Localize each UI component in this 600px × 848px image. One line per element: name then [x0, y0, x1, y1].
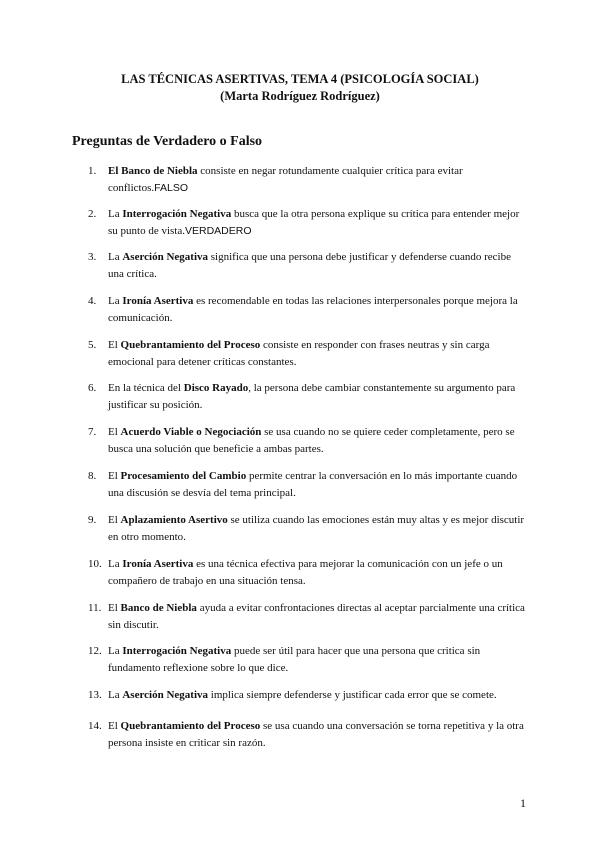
question-text-lead: La — [108, 208, 123, 220]
question-text-lead: La — [108, 558, 123, 570]
question-text-rest: , la persona debe cambiar constantemente su argumento para justificar su posición. — [108, 382, 516, 411]
question-number: 3. — [88, 251, 97, 263]
document-author: (Marta Rodríguez Rodríguez) — [220, 89, 380, 103]
question-text — [108, 249, 528, 283]
question-text — [108, 468, 528, 502]
question-text — [108, 424, 528, 458]
question-text — [108, 556, 528, 590]
answer-label: FALSO — [154, 182, 188, 194]
question-text-lead: El — [108, 720, 121, 732]
question-number: 14. — [88, 720, 102, 732]
question-text-lead: El — [108, 602, 121, 614]
technique-term: Aplazamiento Asertivo — [120, 514, 228, 526]
question-text-rest: consiste en negar rotundamente cualquier crítica para evitar conflictos. — [108, 165, 463, 194]
question-text-lead: El — [108, 470, 121, 482]
question-text-rest: ayuda a evitar confrontaciones directas al aceptar parcialmente una crítica sin discutir. — [108, 602, 525, 631]
question-number: 13. — [88, 689, 102, 701]
question-text — [108, 643, 528, 677]
technique-term: Quebrantamiento del Proceso — [120, 720, 261, 732]
question-text-rest: es recomendable en todas las relaciones interpersonales porque mejora la comunicación. — [108, 295, 518, 324]
technique-term: Procesamiento del Cambio — [120, 470, 247, 482]
technique-term: Banco de Niebla — [120, 602, 197, 614]
question-text-lead: El — [108, 514, 121, 526]
question-number: 5. — [88, 339, 97, 351]
question-text-rest: es una técnica efectiva para mejorar la comunicación con un jefe o un compañero de trabajo en una situación tensa. — [108, 558, 503, 587]
technique-term: Aserción Negativa — [122, 689, 209, 701]
question-text — [108, 600, 528, 634]
question-text — [108, 687, 528, 704]
question-number: 1. — [88, 165, 97, 177]
technique-term: Quebrantamiento del Proceso — [120, 339, 261, 351]
question-text-rest: permite centrar la conversación en lo más importante cuando una discusión se desvía del tema principal. — [108, 470, 518, 499]
question-number: 12. — [88, 645, 102, 657]
question-number: 6. — [88, 382, 97, 394]
technique-term: Disco Rayado — [183, 382, 249, 394]
question-number: 11. — [88, 602, 102, 614]
question-text-lead: En la técnica del — [108, 382, 184, 394]
technique-term: El Banco de Niebla — [108, 165, 198, 177]
technique-term: Interrogación Negativa — [122, 645, 232, 657]
question-number: 10. — [88, 558, 102, 570]
question-text-rest: se utiliza cuando las emociones están muy altas y es mejor discutir en otro momento. — [108, 514, 525, 543]
question-text-lead: El — [108, 339, 121, 351]
question-text-lead: La — [108, 645, 123, 657]
question-text-rest: se usa cuando una conversación se torna repetitiva y la otra persona insiste en criticar sin razón. — [108, 720, 524, 749]
section-title: Preguntas de Verdadero o Falso — [72, 134, 263, 149]
question-text-lead: El — [108, 426, 121, 438]
technique-term: Ironía Asertiva — [122, 558, 194, 570]
question-text-rest: busca que la otra persona explique su crítica para entender mejor su punto de vista. — [108, 208, 520, 237]
document-title: LAS TÉCNICAS ASERTIVAS, TEMA 4 (PSICOLOGÍA SOCIAL) — [121, 72, 479, 86]
question-text-rest: consiste en responder con frases neutras y sin carga emocional para detener críticas constantes. — [108, 339, 490, 368]
question-number: 8. — [88, 470, 97, 482]
technique-term: Aserción Negativa — [122, 251, 209, 263]
question-text — [108, 718, 528, 752]
question-text-lead: La — [108, 251, 123, 263]
question-text-rest: implica siempre defenderse y justificar cada error que se comete. — [208, 689, 497, 701]
question-number: 4. — [88, 295, 97, 307]
question-text — [108, 512, 528, 546]
question-text-rest: puede ser útil para hacer que una persona que critica sin fundamento reflexione sobre lo que dice. — [108, 645, 481, 674]
question-number: 2. — [88, 208, 97, 220]
question-text — [108, 337, 528, 371]
question-text — [108, 293, 528, 327]
question-text-lead: La — [108, 295, 123, 307]
question-text-rest: significa que una persona debe justificar y defenderse cuando recibe una crítica. — [108, 251, 511, 280]
question-text-rest: se usa cuando no se quiere ceder completamente, pero se busca una solución que beneficie a ambas partes. — [108, 426, 515, 455]
question-number: 9. — [88, 514, 97, 526]
technique-term: Interrogación Negativa — [122, 208, 232, 220]
question-text — [108, 380, 528, 414]
question-text-lead: La — [108, 689, 123, 701]
answer-label: VERDADERO — [185, 225, 252, 237]
question-text — [108, 206, 528, 240]
technique-term: Ironía Asertiva — [122, 295, 194, 307]
question-text — [108, 163, 528, 197]
technique-term: Acuerdo Viable o Negociación — [120, 426, 262, 438]
page-number: 1 — [520, 796, 526, 810]
question-number: 7. — [88, 426, 97, 438]
